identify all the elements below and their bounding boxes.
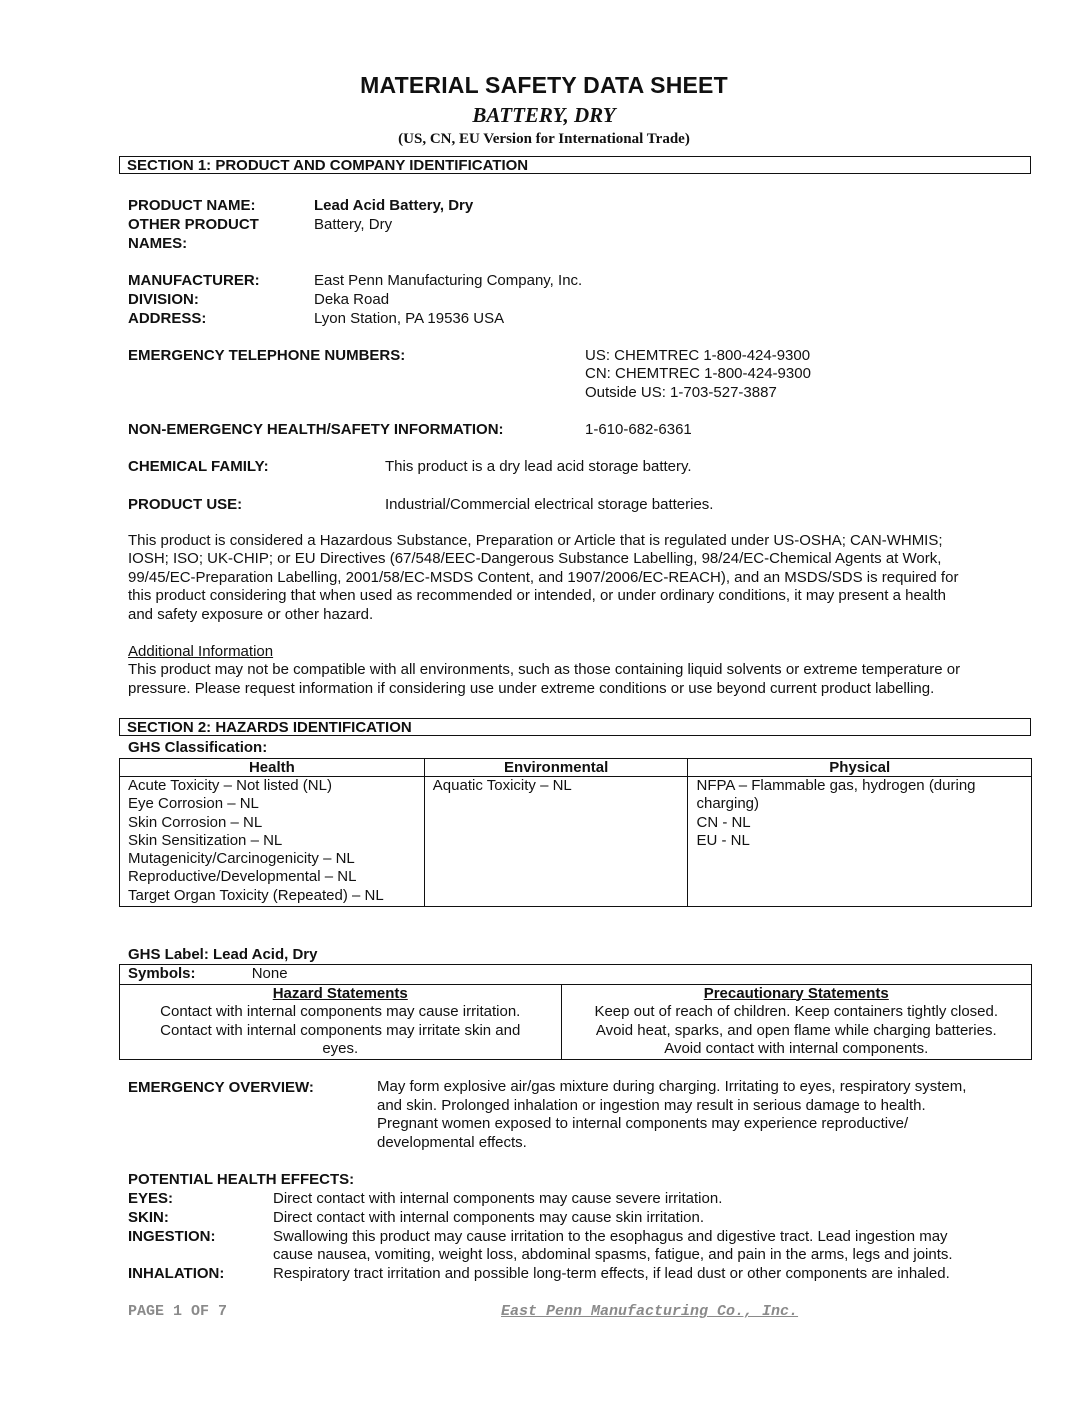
ghs-label-table <box>119 964 1032 1060</box>
emergency-phone-label: EMERGENCY TELEPHONE NUMBERS: <box>128 347 406 364</box>
list-item: Mutagenicity/Carcinogenicity – NL <box>128 850 355 868</box>
address-value: Lyon Station, PA 19536 USA <box>314 310 505 327</box>
other-names-value: Battery, Dry <box>314 216 393 233</box>
ingestion-text-2: cause nausea, vomiting, weight loss, abdominal spasms, fatigue, and pain in the arms, legs and joints. <box>273 1246 953 1263</box>
column-header-health: Health <box>120 759 425 777</box>
regulatory-line: This product is considered a Hazardous Substance, Preparation or Article that is regulated under US-OSHA; CAN-WHMIS; <box>128 532 943 549</box>
overview-line: developmental effects. <box>377 1133 527 1151</box>
overview-line: Pregnant women exposed to internal components may experience reproductive/ <box>377 1115 909 1132</box>
ghs-classification-table <box>119 758 1032 907</box>
emergency-phone-outside: Outside US: 1-703-527-3887 <box>585 384 777 401</box>
hazard-statement: eyes. <box>322 1040 359 1057</box>
division-value: Deka Road <box>314 291 390 308</box>
symbols-label: Symbols: <box>128 965 196 982</box>
list-item: Acute Toxicity – Not listed (NL) <box>128 777 332 794</box>
division-label: DIVISION: <box>128 291 199 308</box>
list-item: NFPA – Flammable gas, hydrogen (during <box>696 777 976 794</box>
overview-line: and skin. Prolonged inhalation or ingestion may result in serious damage to health. <box>377 1096 926 1114</box>
list-item: charging) <box>696 795 760 813</box>
footer-company: East Penn Manufacturing Co., Inc. <box>501 1303 799 1320</box>
health-cell <box>120 777 425 907</box>
address-label: ADDRESS: <box>128 310 207 327</box>
regulatory-line: and safety exposure or other hazard. <box>128 605 374 623</box>
health-effects-heading: POTENTIAL HEALTH EFFECTS: <box>128 1171 355 1188</box>
manufacturer-value: East Penn Manufacturing Company, Inc. <box>314 272 583 289</box>
symbols-value: None <box>251 965 288 982</box>
skin-text: Direct contact with internal components may cause skin irritation. <box>273 1209 705 1226</box>
ingestion-text: Swallowing this product may cause irritation to the esophagus and digestive tract. Lead ingestion may <box>273 1228 948 1245</box>
precautionary-statement: Avoid heat, sparks, and open flame while charging batteries. <box>595 1021 997 1039</box>
ingestion-label: INGESTION: <box>128 1228 216 1245</box>
document-title: MATERIAL SAFETY DATA SHEET <box>360 72 728 98</box>
additional-info <box>128 643 1028 698</box>
emergency-overview-text <box>377 1078 1027 1152</box>
precautionary-statements-cell <box>561 984 1032 1059</box>
list-item: CN - NL <box>696 813 751 831</box>
regulatory-paragraph <box>128 532 1028 624</box>
precautionary-statements-heading: Precautionary Statements <box>703 984 889 1002</box>
section-1-heading: SECTION 1: PRODUCT AND COMPANY IDENTIFICATION <box>119 156 1031 174</box>
hazard-statement: Contact with internal components may irritate skin and <box>160 1021 521 1039</box>
document-subtitle: BATTERY, DRY <box>472 103 616 127</box>
regulatory-line: 99/45/EC-Preparation Labelling, 2001/58/EC-MSDS Content, and 1907/2006/EC-REACH), and an MSDS/SDS is required for <box>128 568 959 586</box>
additional-info-line: pressure. Please request information if considering use under extreme conditions or use beyond current product labelling. <box>128 679 935 697</box>
list-item: Skin Sensitization – NL <box>128 831 283 849</box>
chemical-family-value: This product is a dry lead acid storage battery. <box>385 458 692 475</box>
product-use-value: Industrial/Commercial electrical storage batteries. <box>385 496 714 513</box>
ghs-label-title: GHS Label: Lead Acid, Dry <box>128 946 318 963</box>
inhalation-text: Respiratory tract irritation and possible long-term effects, if lead dust or other components are inhaled. <box>273 1265 950 1282</box>
emergency-phone-us: US: CHEMTREC 1-800-424-9300 <box>585 347 811 364</box>
additional-info-heading: Additional Information <box>128 643 274 660</box>
eyes-label: EYES: <box>128 1190 174 1207</box>
ghs-classification-label: GHS Classification: <box>128 739 268 756</box>
list-item: Reproductive/Developmental – NL <box>128 868 357 886</box>
column-header-environmental: Environmental <box>424 759 688 777</box>
inhalation-label: INHALATION: <box>128 1265 225 1282</box>
precautionary-statement: Avoid contact with internal components. <box>664 1040 929 1057</box>
regulatory-line: IOSH; ISO; UK-CHIP; or EU Directives (67/548/EEC-Dangerous Substance Labelling, 98/24/EC-Chemical Agents at Work, <box>128 550 942 568</box>
product-name-value: Lead Acid Battery, Dry <box>314 197 474 214</box>
additional-info-line: This product may not be compatible with all environments, such as those containing liquid solvents or extreme temperature or <box>128 661 961 679</box>
overview-line: May form explosive air/gas mixture during charging. Irritating to eyes, respiratory system, <box>377 1078 967 1095</box>
nonemergency-label: NON-EMERGENCY HEALTH/SAFETY INFORMATION: <box>128 421 504 438</box>
regulatory-line: this product considering that when used as recommended or intended, or under ordinary conditions, it may present a health <box>128 587 946 605</box>
physical-cell <box>688 777 1032 907</box>
page-number: PAGE 1 OF 7 <box>128 1303 228 1320</box>
environmental-cell <box>424 777 688 907</box>
list-item: Skin Corrosion – NL <box>128 813 263 831</box>
eyes-text: Direct contact with internal components may cause severe irritation. <box>273 1190 723 1207</box>
column-header-physical: Physical <box>688 759 1032 777</box>
section-2-heading: SECTION 2: HAZARDS IDENTIFICATION <box>119 718 1031 736</box>
product-name-label: PRODUCT NAME: <box>128 197 256 214</box>
list-item: EU - NL <box>696 831 750 849</box>
other-names-label-2: NAMES: <box>128 235 188 252</box>
chemical-family-label: CHEMICAL FAMILY: <box>128 458 269 475</box>
product-use-label: PRODUCT USE: <box>128 496 243 513</box>
document-version: (US, CN, EU Version for International Trade) <box>398 131 690 147</box>
emergency-overview-label: EMERGENCY OVERVIEW: <box>128 1079 314 1096</box>
hazard-statements-heading: Hazard Statements <box>272 984 408 1002</box>
skin-label: SKIN: <box>128 1209 169 1226</box>
hazard-statement: Contact with internal components may cause irritation. <box>160 1003 521 1020</box>
emergency-phone-cn: CN: CHEMTREC 1-800-424-9300 <box>585 365 811 382</box>
hazard-statements-cell <box>120 984 562 1059</box>
list-item: Aquatic Toxicity – NL <box>432 777 572 794</box>
nonemergency-value: 1-610-682-6361 <box>585 421 692 438</box>
list-item: Target Organ Toxicity (Repeated) – NL <box>128 886 384 904</box>
list-item: Eye Corrosion – NL <box>128 795 259 813</box>
precautionary-statement: Keep out of reach of children. Keep containers tightly closed. <box>594 1003 999 1020</box>
manufacturer-label: MANUFACTURER: <box>128 272 260 289</box>
symbols-row <box>120 965 1032 985</box>
other-names-label: OTHER PRODUCT <box>128 216 259 233</box>
